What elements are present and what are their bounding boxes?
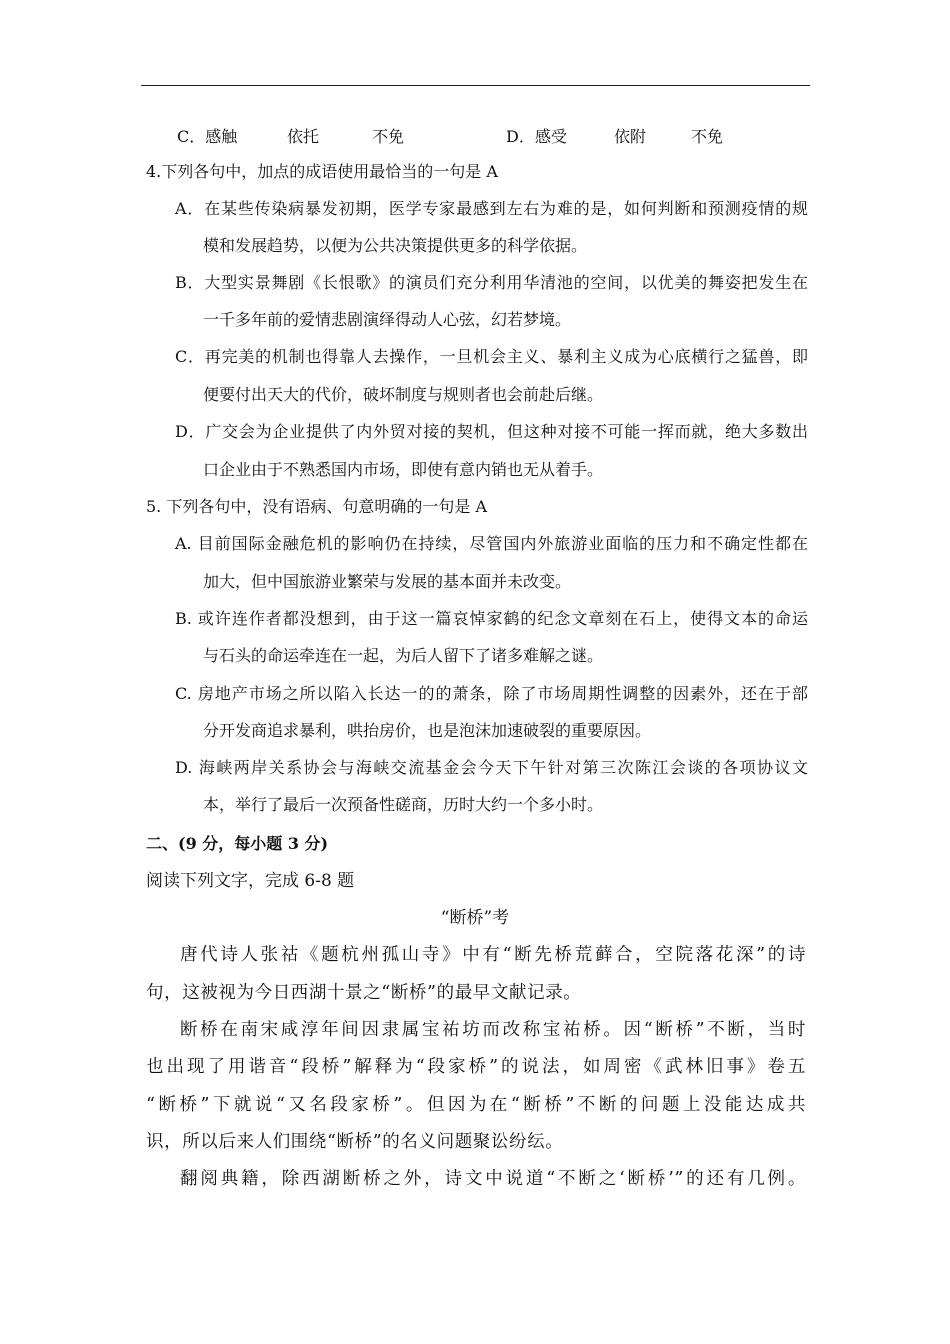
q4-option-a-line1: A．在某些传染病暴发初期，医学专家最感到左右为难的是，如何判断和预测疫情的规 <box>175 199 808 218</box>
article-p2-line2: 也出现了用谐音“段桥”解释为“段家桥”的说法，如周密《武林旧事》卷五 <box>146 1057 806 1077</box>
q3-option-d-word3: 不免 <box>691 127 724 146</box>
q5-option-a-line1: A. 目前国际金融危机的影响仍在持续，尽管国内外旅游业面临的压力和不确定性都在 <box>175 534 808 553</box>
q3-option-d-word2: 依附 <box>614 127 647 146</box>
article-title: “断桥”考 <box>440 908 510 928</box>
q4-option-b-line2: 一千多年前的爱情悲剧演绎得动人心弦，幻若梦境。 <box>203 310 572 329</box>
q5-option-d-line1: D. 海峡两岸关系协会与海峡交流基金会今天下午针对第三次陈江会谈的各项协议文 <box>175 758 808 777</box>
q4-option-c-line1: C．再完美的机制也得靠人去操作，一旦机会主义、暴利主义成为心底横行之猛兽，即 <box>175 347 808 366</box>
q5-option-c-line1: C. 房地产市场之所以陷入长达一的的萧条，除了市场周期性调整的因素外，还在于部 <box>175 684 808 703</box>
q4-stem: 4.下列各句中，加点的成语使用最恰当的一句是 A <box>146 162 498 181</box>
section2-heading: 二、(9 分，每小题 3 分) <box>146 834 329 853</box>
q4-option-d-line2: 口企业由于不熟悉国内市场，即使有意内销也无从着手。 <box>203 460 604 479</box>
article-p2-line3: “断桥”下就说“又名段家桥”。但因为在“断桥”不断的问题上没能达成共 <box>146 1095 806 1115</box>
q4-option-c-line2: 便要付出天大的代价，破坏制度与规则者也会前赴后继。 <box>203 385 604 404</box>
section2-instruction: 阅读下列文字，完成 6-8 题 <box>146 871 355 891</box>
article-p2-line1: 断桥在南宋咸淳年间因隶属宝祐坊而改称宝祐桥。因“断桥”不断，当时 <box>180 1020 806 1040</box>
q4-option-a-line2: 模和发展趋势，以便为公共决策提供更多的科学依据。 <box>203 236 588 255</box>
q3-option-d-label: D．感受 <box>506 127 567 146</box>
q3-option-c-word3: 不免 <box>372 127 405 146</box>
q5-option-b-line2: 与石头的命运牵连在一起，为后人留下了诸多难解之谜。 <box>203 646 604 665</box>
q4-option-b-line1: B．大型实景舞剧《长恨歌》的演员们充分利用华清池的空间，以优美的舞姿把发生在 <box>175 273 808 292</box>
header-rule <box>141 85 810 86</box>
q5-option-b-line1: B. 或许连作者都没想到，由于这一篇哀悼家鹤的纪念文章刻在石上，使得文本的命运 <box>175 609 808 628</box>
article-p1-line1: 唐代诗人张祜《题杭州孤山寺》中有“断先桥荒藓合，空院落花深”的诗 <box>180 945 806 965</box>
q5-stem: 5. 下列各句中，没有语病、句意明确的一句是 A <box>146 497 487 516</box>
q4-option-d-line1: D．广交会为企业提供了内外贸对接的契机，但这种对接不可能一挥而就，绝大多数出 <box>175 422 808 441</box>
article-p1-line2: 句，这被视为今日西湖十景之“断桥”的最早文献记录。 <box>146 983 582 1003</box>
q3-option-c-label: C．感触 <box>177 127 238 146</box>
article-p2-line4: 识，所以后来人们围绕“断桥”的名义问题聚讼纷纭。 <box>146 1132 564 1152</box>
q5-option-d-line2: 本，举行了最后一次预备性磋商，历时大约一个多小时。 <box>203 795 604 814</box>
q5-option-a-line2: 加大，但中国旅游业繁荣与发展的基本面并未改变。 <box>203 572 572 591</box>
q3-option-c-word2: 依托 <box>287 127 320 146</box>
article-p3-line1: 翻阅典籍，除西湖断桥之外，诗文中说道“不断之‘断桥’”的还有几例。 <box>180 1169 806 1189</box>
q5-option-c-line2: 分开发商追求暴利，哄抬房价，也是泡沫加速破裂的重要原因。 <box>203 721 652 740</box>
